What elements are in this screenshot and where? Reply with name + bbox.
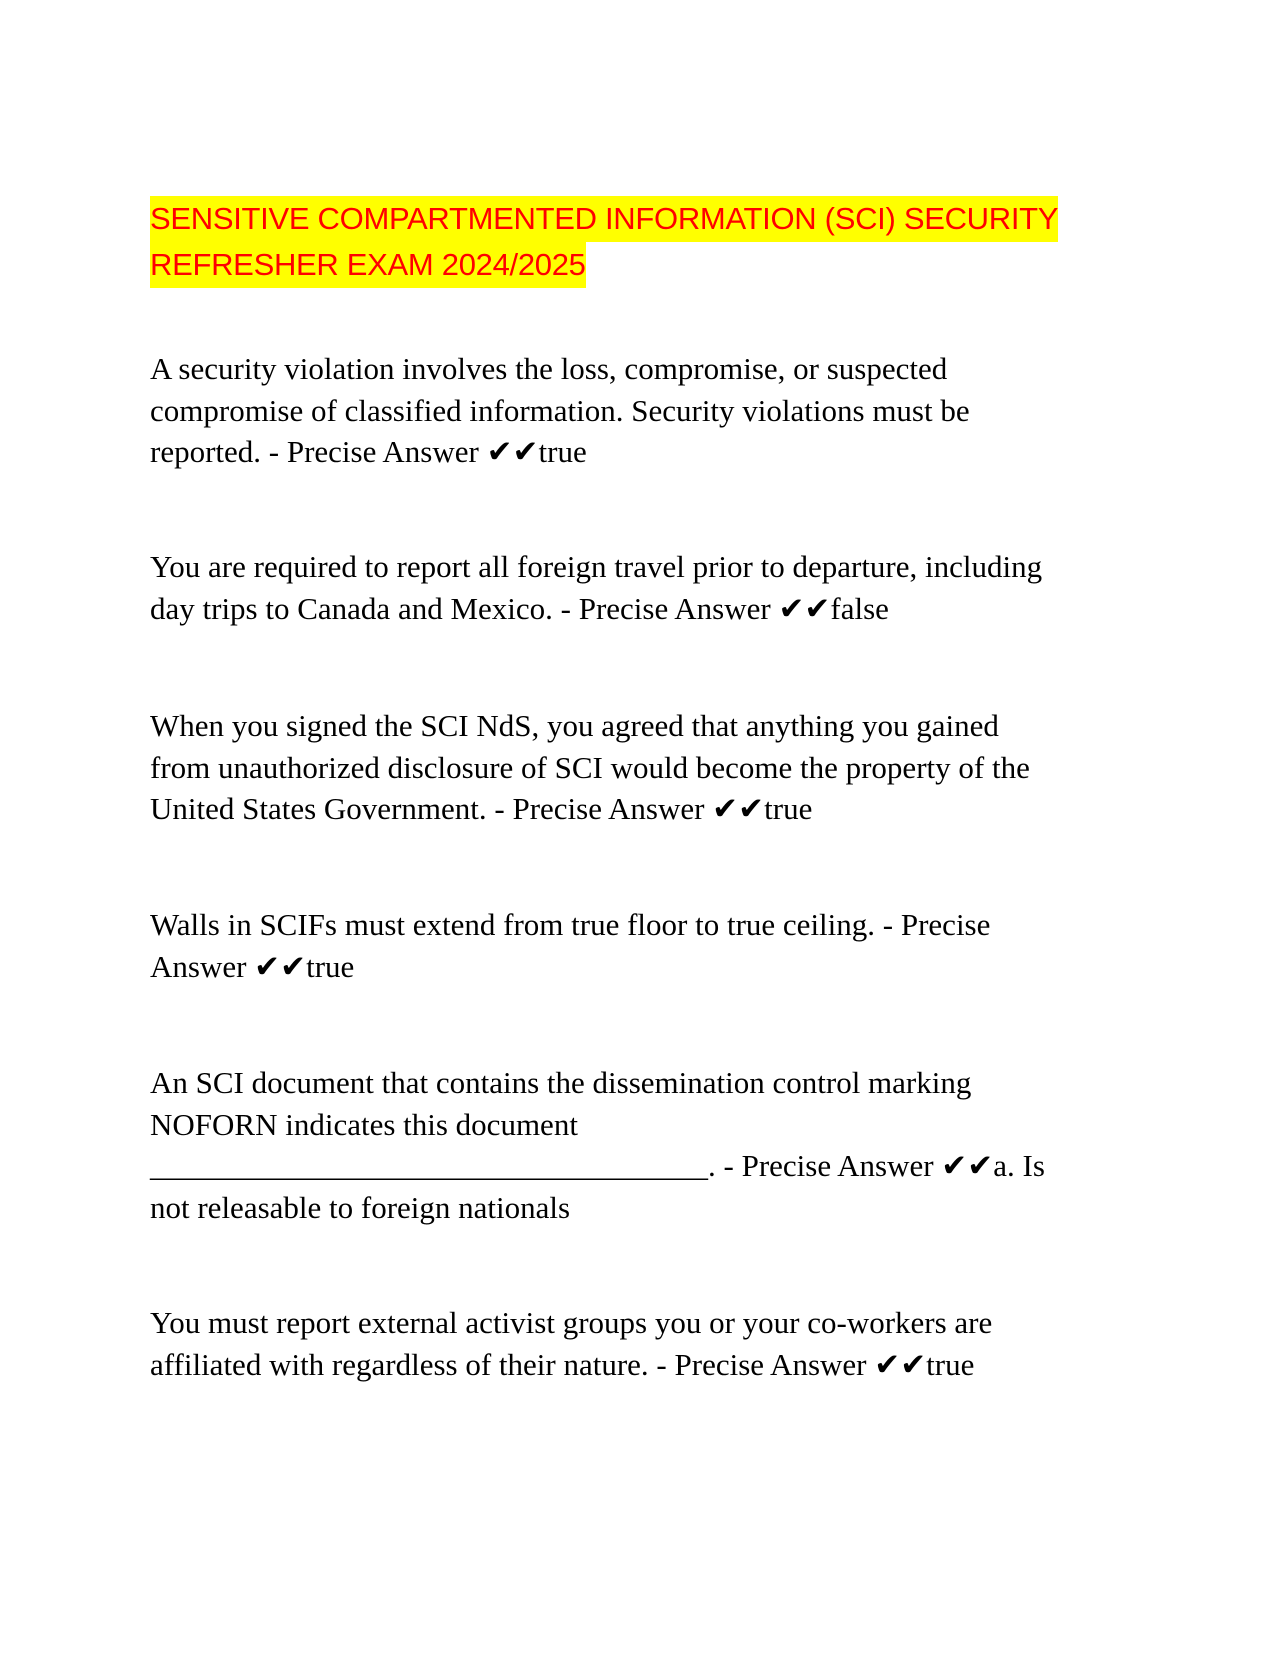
document-title [150, 196, 1140, 288]
question-5-line-2: NOFORN indicates this document [150, 1106, 578, 1142]
question-1-line-1: A security violation involves the loss, compromise, or suspected [150, 351, 948, 386]
question-5-line-4: not releasable to foreign nationals [150, 1189, 571, 1225]
question-2-line-2: day trips to Canada and Mexico. - Precise Answer ✔✔false [150, 590, 889, 626]
question-6-line-2: affiliated with regardless of their nature. - Precise Answer ✔✔true [150, 1346, 975, 1382]
question-3-line-3: United States Government. - Precise Answer ✔✔true [150, 791, 813, 826]
question-1 [150, 348, 970, 473]
question-2-line-1: You are required to report all foreign travel prior to departure, including [150, 549, 1043, 584]
question-3-line-1: When you signed the SCI NdS, you agreed that anything you gained [150, 708, 999, 743]
question-6-line-1: You must report external activist groups you or your co-workers are [150, 1305, 993, 1340]
question-3-line-2: from unauthorized disclosure of SCI would become the property of the [150, 749, 1030, 785]
title-line-2: REFRESHER EXAM 2024/2025 [150, 242, 586, 288]
question-6 [150, 1302, 992, 1385]
document-content [150, 196, 1140, 1382]
question-3 [150, 705, 1030, 830]
question-5-line-1: An SCI document that contains the dissemination control marking [150, 1065, 972, 1100]
question-4-line-2: Answer ✔✔true [150, 948, 355, 984]
question-5-line-3: ____________________________________. - Precise Answer ✔✔a. Is [150, 1148, 1045, 1183]
question-4 [150, 904, 990, 987]
question-1-line-3: reported. - Precise Answer ✔✔true [150, 434, 587, 469]
question-5 [150, 1062, 1045, 1228]
question-4-line-1: Walls in SCIFs must extend from true floor to true ceiling. - Precise [150, 907, 991, 942]
question-1-line-2: compromise of classified information. Security violations must be [150, 392, 970, 428]
title-line-1: SENSITIVE COMPARTMENTED INFORMATION (SCI) SECURITY [150, 196, 1058, 242]
question-2 [150, 546, 1042, 629]
